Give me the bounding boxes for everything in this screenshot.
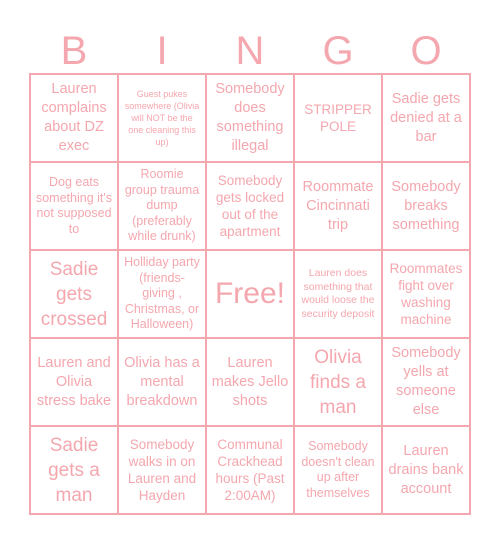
cell-text: Somebody doesn't clean up after themselves bbox=[301, 439, 375, 500]
header-letter-i: I bbox=[156, 29, 168, 73]
cell-text: Lauren does something that would loose the security deposit bbox=[301, 267, 375, 320]
cell-text: Guest pukes somewhere (Olivia will NOT be the one cleaning this up) bbox=[124, 89, 200, 147]
cell-text: Dog eats something it's not supposed to bbox=[35, 175, 113, 236]
cell-text: Holliday party (friends-giving , Christmas, or Halloween) bbox=[124, 255, 200, 332]
bingo-cell-r2-c1[interactable] bbox=[30, 162, 118, 250]
cell-text: Olivia finds a man bbox=[310, 346, 366, 418]
header-letter-g: G bbox=[322, 29, 354, 73]
cell-text: Sadie gets denied at a bar bbox=[390, 90, 462, 145]
cell-text: Lauren and Olivia stress bake bbox=[36, 354, 112, 409]
cell-text: Somebody does something illegal bbox=[215, 81, 285, 154]
bingo-cell-r4-c4[interactable] bbox=[294, 338, 382, 426]
bingo-cell-r4-c5[interactable] bbox=[382, 338, 470, 426]
cell-text: Roommate Cincinnati trip bbox=[302, 178, 374, 233]
bingo-cell-r1-c4[interactable] bbox=[294, 74, 382, 162]
cell-text: STRIPPER POLE bbox=[304, 102, 372, 134]
free-space-label: Free! bbox=[214, 277, 286, 310]
cell-text: Lauren complains about DZ exec bbox=[41, 81, 107, 154]
cell-text: Lauren drains bank account bbox=[388, 442, 464, 497]
bingo-cell-r4-c2[interactable] bbox=[118, 338, 206, 426]
cell-text: Roommates fight over washing machine bbox=[389, 261, 463, 327]
bingo-cell-r1-c3[interactable] bbox=[206, 74, 294, 162]
header-letter-n: N bbox=[235, 29, 265, 73]
bingo-cell-r3-c2[interactable] bbox=[118, 250, 206, 338]
bingo-cell-r1-c2[interactable] bbox=[118, 74, 206, 162]
cell-text: Somebody walks in on Lauren and Hayden bbox=[127, 437, 197, 503]
header-letter-o: O bbox=[410, 29, 442, 73]
cell-text: Lauren makes Jello shots bbox=[211, 354, 289, 409]
bingo-cell-r3-c1[interactable] bbox=[30, 250, 118, 338]
cell-text: Somebody gets locked out of the apartment bbox=[215, 173, 285, 239]
bingo-cell-r2-c2[interactable] bbox=[118, 162, 206, 250]
bingo-cell-r4-c1[interactable] bbox=[30, 338, 118, 426]
cell-text: Somebody yells at someone else bbox=[391, 345, 461, 418]
bingo-cell-r2-c5[interactable] bbox=[382, 162, 470, 250]
bingo-cell-r1-c5[interactable] bbox=[382, 74, 470, 162]
cell-text: Somebody breaks something bbox=[391, 178, 461, 233]
bingo-cell-r2-c4[interactable] bbox=[294, 162, 382, 250]
bingo-cell-free[interactable] bbox=[206, 250, 294, 338]
bingo-cell-r2-c3[interactable] bbox=[206, 162, 294, 250]
bingo-board bbox=[29, 73, 471, 515]
header-letter-b: B bbox=[60, 29, 88, 73]
bingo-cell-r1-c1[interactable] bbox=[30, 74, 118, 162]
bingo-cell-r4-c3[interactable] bbox=[206, 338, 294, 426]
cell-text: Sadie gets crossed bbox=[40, 258, 108, 330]
bingo-cell-r5-c5[interactable] bbox=[382, 426, 470, 514]
bingo-cell-r5-c3[interactable] bbox=[206, 426, 294, 514]
cell-text: Roomie group trauma dump (preferably while drunk) bbox=[124, 167, 200, 244]
cell-text: Sadie gets a man bbox=[48, 434, 100, 506]
cell-text: Olivia has a mental breakdown bbox=[124, 354, 200, 409]
bingo-cell-r3-c4[interactable] bbox=[294, 250, 382, 338]
bingo-cell-r5-c4[interactable] bbox=[294, 426, 382, 514]
bingo-cell-r5-c2[interactable] bbox=[118, 426, 206, 514]
cell-text: Communal Crackhead hours (Past 2:00AM) bbox=[215, 437, 285, 503]
bingo-cell-r3-c5[interactable] bbox=[382, 250, 470, 338]
bingo-header bbox=[30, 28, 470, 74]
bingo-cell-r5-c1[interactable] bbox=[30, 426, 118, 514]
